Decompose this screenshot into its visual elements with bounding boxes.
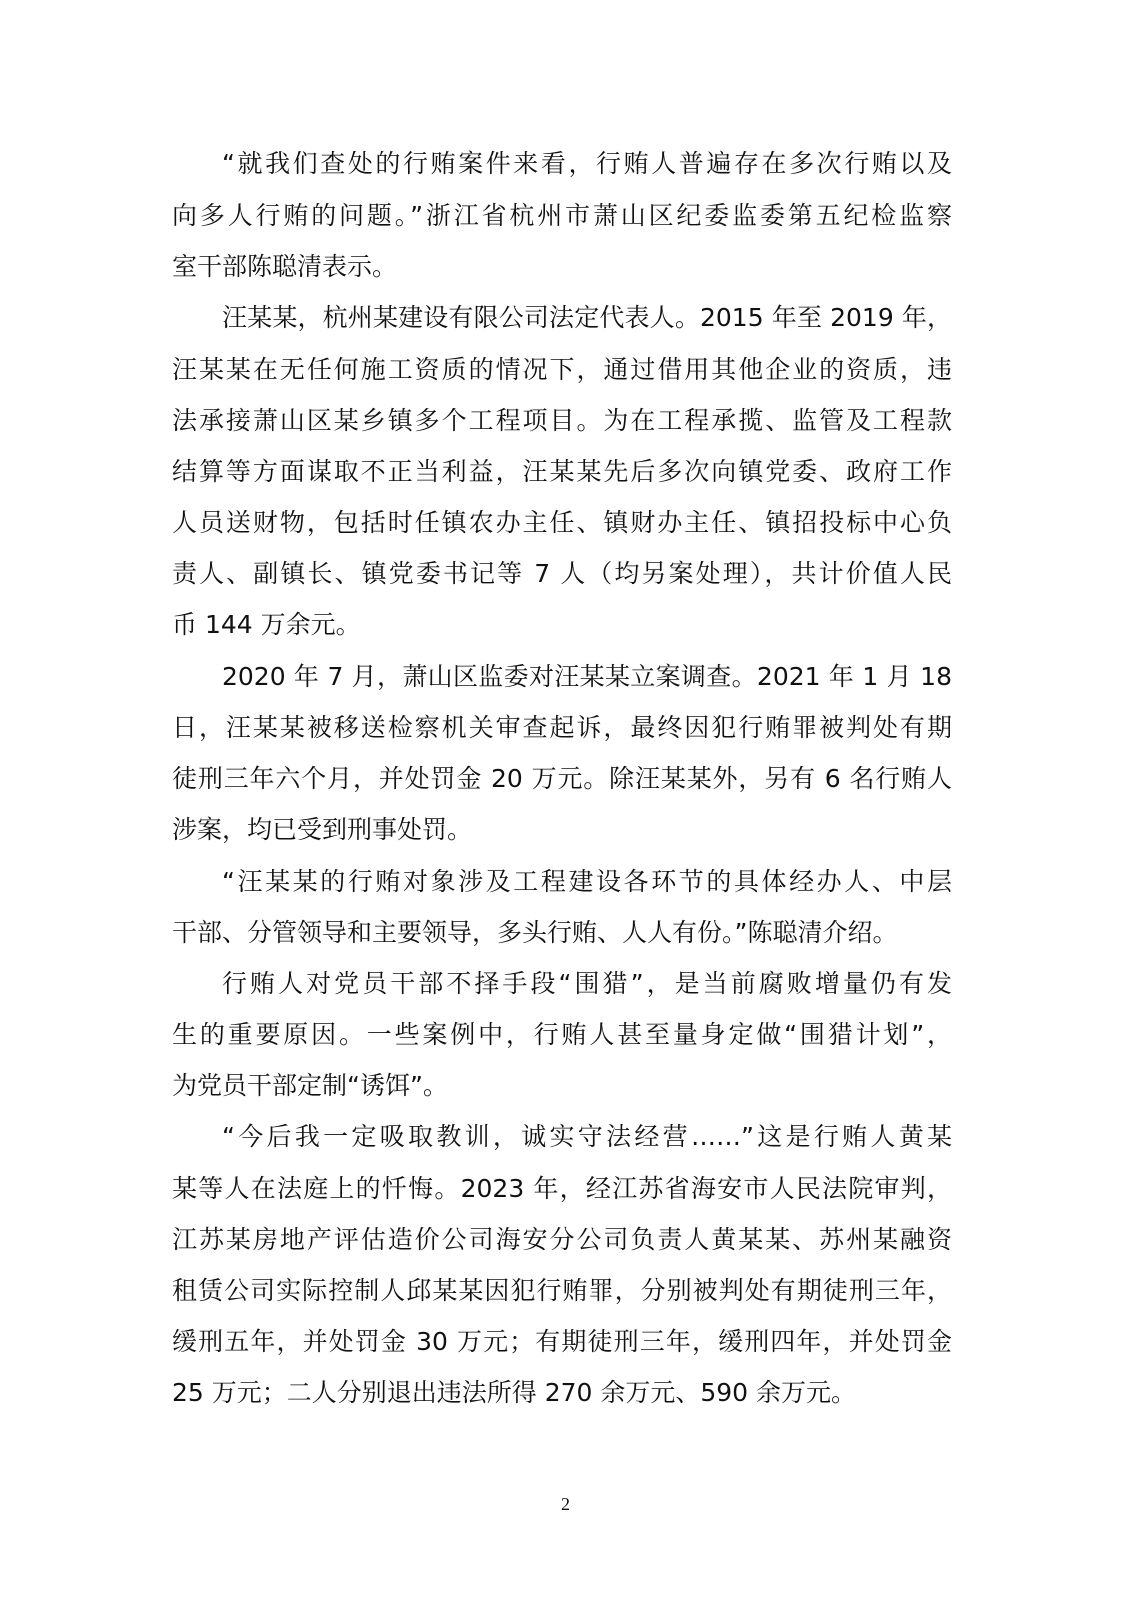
paragraph-5-line-3: 为党员干部定制“诱饵”。	[172, 1071, 448, 1100]
paragraph-1-line-3: 室干部陈聪清表示。	[172, 252, 398, 281]
page-number: 2	[561, 1494, 570, 1514]
paragraph-2-line-5: 人员送财物，包括时任镇农办主任、镇财办主任、镇招投标中心负	[172, 508, 952, 537]
paragraph-5-line-1: 行贿人对党员干部不择手段“围猎”，是当前腐败增量仍有发	[222, 969, 952, 998]
paragraph-2-line-6: 责人、副镇长、镇党委书记等 7 人（均另案处理），共计价值人民	[172, 559, 952, 588]
paragraph-4-line-2: 干部、分管领导和主要领导，多头行贿、人人有份。”陈聪清介绍。	[172, 918, 898, 947]
paragraph-1-line-2: 向多人行贿的问题。”浙江省杭州市萧山区纪委监委第五纪检监察	[172, 201, 952, 230]
paragraph-6-line-2: 某等人在法庭上的忏悔。2023 年，经江苏省海安市人民法院审判，	[172, 1174, 952, 1203]
paragraph-6-line-6: 25 万元；二人分别退出违法所得 270 余万元、590 余万元。	[172, 1378, 857, 1407]
paragraph-6-line-5: 缓刑五年，并处罚金 30 万元；有期徒刑三年，缓刑四年，并处罚金	[172, 1327, 952, 1356]
paragraph-6-line-3: 江苏某房地产评估造价公司海安分公司负责人黄某某、苏州某融资	[172, 1225, 952, 1254]
paragraph-2-line-7: 币 144 万余元。	[172, 610, 361, 639]
paragraph-2-line-4: 结算等方面谋取不正当利益，汪某某先后多次向镇党委、政府工作	[172, 457, 952, 486]
paragraph-3-line-4: 涉案，均已受到刑事处罚。	[172, 815, 473, 844]
paragraph-3-line-2: 日，汪某某被移送检察机关审查起诉，最终因犯行贿罪被判处有期	[172, 713, 952, 742]
paragraph-6-line-1: “今后我一定吸取教训，诚实守法经营……”这是行贿人黄某	[222, 1122, 952, 1151]
paragraph-2-line-1: 汪某某，杭州某建设有限公司法定代表人。2015 年至 2019 年，	[222, 303, 952, 332]
paragraph-4-line-1: “汪某某的行贿对象涉及工程建设各环节的具体经办人、中层	[222, 867, 952, 896]
paragraph-6-line-4: 租赁公司实际控制人邱某某因犯行贿罪，分别被判处有期徒刑三年，	[172, 1276, 952, 1305]
paragraph-3-line-1: 2020 年 7 月，萧山区监委对汪某某立案调查。2021 年 1 月 18	[222, 662, 952, 691]
paragraph-5-line-2: 生的重要原因。一些案例中，行贿人甚至量身定做“围猎计划”，	[172, 1020, 952, 1049]
paragraph-2-line-3: 法承接萧山区某乡镇多个工程项目。为在工程承揽、监管及工程款	[172, 406, 952, 435]
paragraph-1-line-1: “就我们查处的行贿案件来看，行贿人普遍存在多次行贿以及	[222, 149, 952, 178]
paragraph-3-line-3: 徒刑三年六个月，并处罚金 20 万元。除汪某某外，另有 6 名行贿人	[172, 764, 952, 793]
paragraph-2-line-2: 汪某某在无任何施工资质的情况下，通过借用其他企业的资质，违	[172, 355, 952, 384]
